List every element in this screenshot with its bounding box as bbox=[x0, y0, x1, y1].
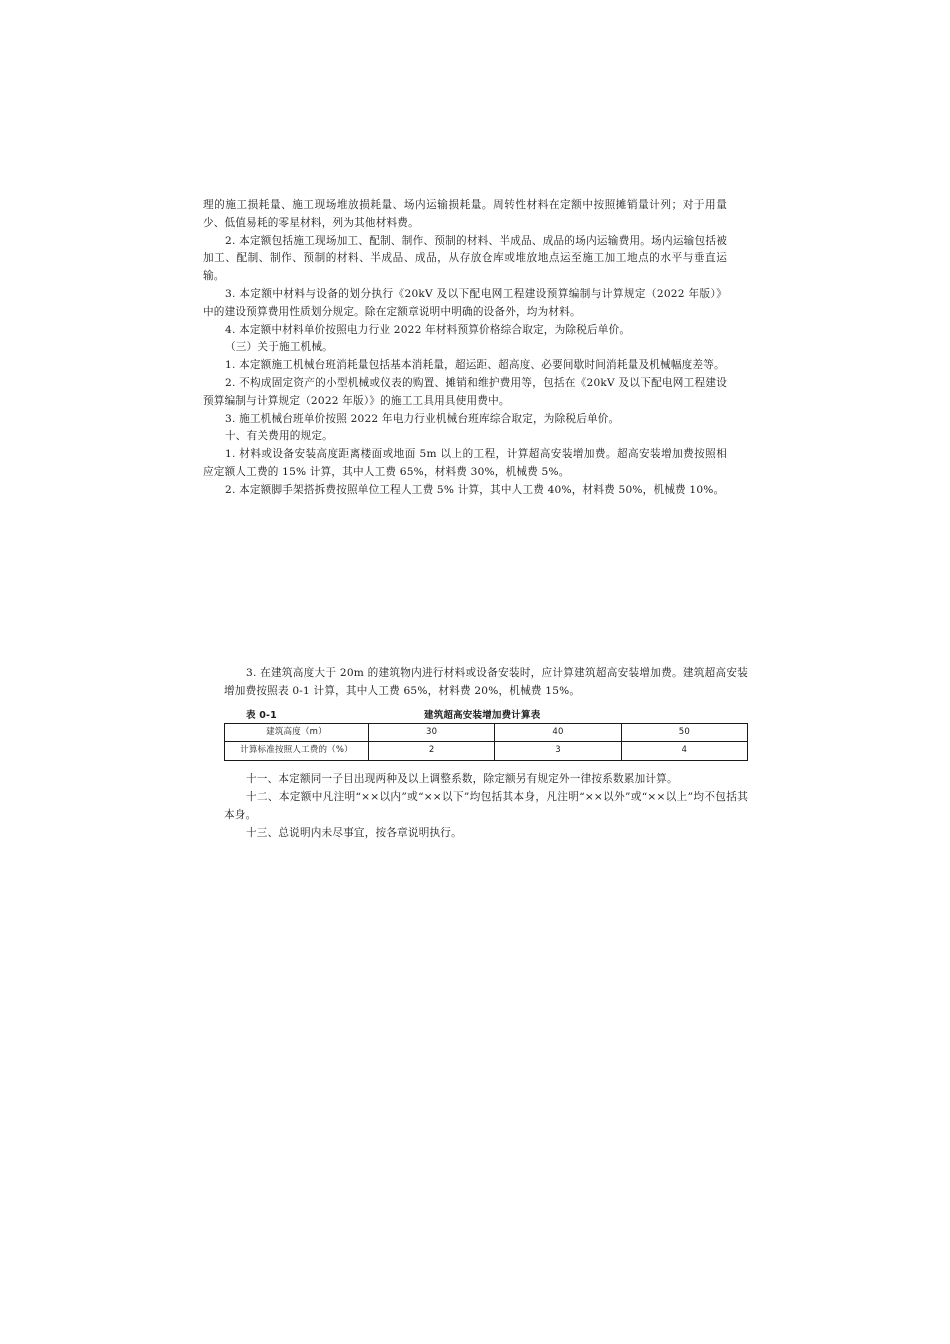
paragraph-small-machinery: 2. 不构成固定资产的小型机械或仪表的购置、摊销和维护费用等，包括在《20kV 及以下配电网工程建设预算编制与计算规定（2022 年版）》的施工工具用具使用费中。 bbox=[203, 376, 727, 407]
table-cell: 50 bbox=[621, 723, 747, 742]
building-high-fee-table bbox=[224, 723, 748, 762]
table-row bbox=[225, 723, 748, 742]
table-cell: 2 bbox=[369, 742, 495, 761]
table-caption bbox=[224, 705, 748, 723]
table-cell: 3 bbox=[495, 742, 621, 761]
table-cell: 30 bbox=[369, 723, 495, 742]
section-heading-machinery: （三）关于施工机械。 bbox=[225, 341, 333, 354]
table-cell: 4 bbox=[621, 742, 747, 761]
paragraph-building-high-fee: 3. 在建筑高度大于 20m 的建筑物内进行材料或设备安装时，应计算建筑超高安装增加费。建筑超高安装增加费按照表 0-1 计算，其中人工费 65%，材料费 20%，机械费 15%。 bbox=[224, 667, 748, 697]
clause-eleven: 十一、本定额同一子目出现两种及以上调整系数，除定额另有规定外一律按系数累加计算。 bbox=[246, 773, 678, 786]
paragraph-material-equipment-division: 3. 本定额中材料与设备的划分执行《20kV 及以下配电网工程建设预算编制与计算规定（2022 年版）》中的建设预算费用性质划分规定。除在定额章说明中明确的设备外，均为材料。 bbox=[203, 287, 727, 318]
paragraph-material-unit-price: 4. 本定额中材料单价按照电力行业 2022 年材料预算价格综合取定，为除税后单价。 bbox=[225, 323, 631, 336]
paragraph-high-installation-fee: 1. 材料或设备安装高度距离楼面或地面 5m 以上的工程，计算超高安装增加费。超高安装增加费按照相应定额人工费的 15% 计算，其中人工费 65%，材料费 30%，机械费 5%。 bbox=[203, 448, 727, 478]
section-heading-fees: 十、有关费用的规定。 bbox=[225, 430, 333, 443]
lower-text-block bbox=[224, 665, 748, 842]
clause-thirteen: 十三、总说明内未尽事宜，按各章说明执行。 bbox=[246, 826, 462, 839]
clause-twelve: 十二、本定额中凡注明“××以内”或“××以下”均包括其本身，凡注明“××以外”或“××以上”均不包括其本身。 bbox=[224, 790, 748, 821]
table-title: 建筑超高安装增加费计算表 bbox=[424, 709, 541, 721]
paragraph-machinery-consumption: 1. 本定额施工机械台班消耗量包括基本消耗量，超运距、超高度、必要间歇时间消耗量及机械幅度差等。 bbox=[225, 359, 725, 372]
paragraph-continuation: 理的施工损耗量、施工现场堆放损耗量、场内运输损耗量。周转性材料在定额中按照摊销量计列；对于用量少、低值易耗的零星材料，列为其他材料费。 bbox=[203, 199, 727, 229]
table-cell: 40 bbox=[495, 723, 621, 742]
paragraph-scaffold-fee: 2. 本定额脚手架搭拆费按照单位工程人工费 5% 计算，其中人工费 40%，材料费 50%，机械费 10%。 bbox=[225, 483, 725, 496]
closing-clauses bbox=[224, 771, 748, 842]
paragraph-material-transport: 2. 本定额包括施工现场加工、配制、制作、预制的材料、半成品、成品的场内运输费用。场内运输包括被加工、配制、制作、预制的材料、半成品、成品，从存放仓库或堆放地点运至施工加工地点的水平与垂直运输。 bbox=[203, 234, 727, 283]
table-row bbox=[225, 742, 748, 761]
row-label-height: 建筑高度（m） bbox=[225, 723, 369, 742]
row-label-percentage: 计算标准按照人工费的（%） bbox=[225, 742, 369, 761]
paragraph-machinery-unit-price: 3. 施工机械台班单价按照 2022 年电力行业机械台班库综合取定，为除税后单价。 bbox=[225, 412, 620, 425]
table-number: 表 0-1 bbox=[246, 709, 277, 721]
upper-text-block bbox=[203, 197, 727, 500]
